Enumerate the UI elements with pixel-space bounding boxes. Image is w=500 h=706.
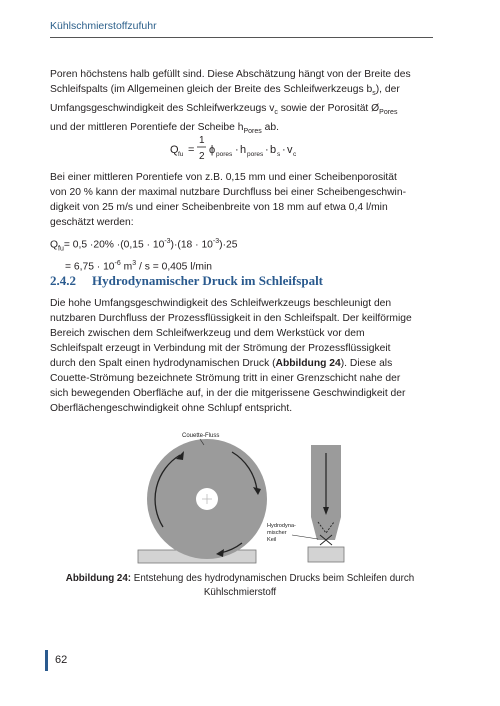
wheel-side-tip	[311, 517, 341, 540]
subscript: s	[372, 90, 376, 98]
text-fragment: / s = 0,405 l/min	[136, 261, 212, 273]
body-paragraph-2	[50, 296, 430, 416]
wedge-label: Keil	[267, 537, 277, 543]
caption-line-2: Kühlschmierstoff	[203, 587, 277, 598]
wedge-label: Hydrodyna-	[267, 523, 296, 529]
couette-flow-figure	[130, 425, 380, 570]
text-fragment: ), der	[375, 84, 400, 95]
superscript: -3	[212, 238, 220, 245]
text-line: digkeit von 25 m/s und einer Scheibenbreite von 18 mm auf etwa 0,4 l/min	[50, 202, 388, 213]
text-fragment: ab.	[261, 122, 279, 134]
formula-v-sub: c	[293, 151, 297, 158]
text-fragment: ). Diese als	[340, 358, 393, 369]
figure-svg	[130, 425, 380, 570]
subscript: Pores	[379, 109, 398, 117]
text-line: geschätzt werden:	[50, 217, 134, 228]
running-header: Kühlschmierstoffzufuhr	[50, 20, 157, 32]
subscript: c	[274, 109, 278, 117]
text-fragment: Umfangsgeschwindigkeit des Schleifwerkzeugs v	[50, 103, 275, 115]
subscript: fu	[58, 245, 64, 253]
formula-equals: =	[188, 144, 195, 156]
calculation	[50, 234, 237, 275]
formula-frac-num: 1	[199, 135, 205, 146]
formula-h: h	[240, 144, 247, 156]
text-line	[50, 356, 430, 371]
formula-dot: ·	[235, 144, 239, 156]
text-line: nutzbaren Durchfluss der Prozessflüssigkeit in den Schleifspalt. Der keilförmige	[50, 313, 412, 324]
formula-lhs-sub: fu	[178, 151, 184, 158]
page-number-bar	[45, 650, 48, 671]
text-line: Couette-Strömung bezeichnete Strömung tritt in einer Grenzschicht nahe der	[50, 373, 401, 384]
formula-svg	[155, 125, 355, 169]
formula-v: v	[287, 144, 293, 156]
caption-line-1	[50, 572, 430, 586]
text-line: Bei einer mittleren Porentiefe von z.B. 0,15 mm und einer Scheibenporosität	[50, 172, 397, 183]
page-number: 62	[55, 654, 68, 666]
text-line: Bereich zwischen dem Schleifwerkzeug und dem Werkstück vor dem	[50, 328, 365, 339]
text-fragment: sowie der Porosität Ø	[277, 103, 380, 115]
caption-text: Entstehung des hydrodynamischen Drucks beim Schleifen durch	[131, 573, 415, 584]
text-line: Oberflächengeschwindigkeit ohne Schlupf entspricht.	[50, 403, 293, 414]
text-fragment: = 6,75 · 10	[65, 261, 115, 273]
formula-b: b	[270, 144, 277, 156]
text-line: von 20 % kann der maximal nutzbare Durchfluss bei einer Scheibengeschwin-	[50, 187, 407, 198]
leader-line	[292, 535, 318, 539]
formula-dot: ·	[265, 144, 269, 156]
formula-phi-sub: pores	[216, 151, 233, 158]
wedge-label: mischer	[267, 530, 287, 536]
figure-caption	[50, 572, 430, 600]
text-line	[50, 101, 430, 120]
text-line: Die hohe Umfangsgeschwindigkeit des Schleifwerkzeugs beschleunigt den	[50, 298, 392, 309]
formula-lhs: Q	[170, 144, 179, 156]
formula-frac-den: 2	[199, 151, 205, 162]
section-heading	[50, 273, 323, 289]
text-fragment: und der mittleren Porentiefe der Scheibe h	[50, 122, 244, 134]
calc-line-1	[50, 234, 237, 256]
superscript: -3	[164, 238, 171, 245]
text-fragment: )·(18 · 10	[170, 239, 213, 251]
text-line: Schleifspalt erzeugt in Verbindung mit der Strömung der Prozessflüssigkeit	[50, 343, 391, 354]
superscript: 3	[132, 260, 137, 268]
caption-label: Abbildung 24:	[65, 573, 132, 584]
section-number: 2.4.2	[50, 273, 76, 288]
subscript: Pores	[243, 128, 262, 136]
text-fragment: Schleifspalts (im Allgemeinen gleich der Breite des Schleifwerkzeugs b	[50, 84, 373, 95]
formula-phi: ϕ	[209, 144, 216, 156]
body-paragraph-1	[50, 170, 430, 230]
text-line: Poren höchstens halb gefüllt sind. Diese Abschätzung hängt von der Breite des	[50, 69, 411, 80]
text-line	[50, 82, 430, 101]
superscript: -6	[114, 260, 121, 268]
figure-reference[interactable]: Abbildung 24	[275, 358, 341, 369]
formula-dot: ·	[282, 144, 286, 156]
text-fragment: durch den Spalt einen hydrodynamischen Druck (	[50, 358, 276, 369]
text-fragment: m	[120, 261, 133, 273]
text-line: sich bewegenden Oberfläche auf, in der die mitgerissene Geschwindigkeit der	[50, 388, 406, 399]
text-fragment: )·25	[219, 239, 238, 251]
flow-rate-formula	[155, 125, 355, 169]
workpiece-side	[308, 547, 344, 562]
header-rule	[50, 37, 433, 38]
text-fragment: = 0,5 ·20% ·(0,15 · 10	[63, 239, 165, 251]
text-fragment: Q	[50, 239, 59, 251]
couette-label: Couette-Fluss	[182, 433, 220, 439]
section-title: Hydrodynamischer Druck im Schleifspalt	[92, 273, 324, 288]
formula-h-sub: pores	[247, 151, 264, 158]
formula-b-sub: s	[277, 151, 281, 158]
